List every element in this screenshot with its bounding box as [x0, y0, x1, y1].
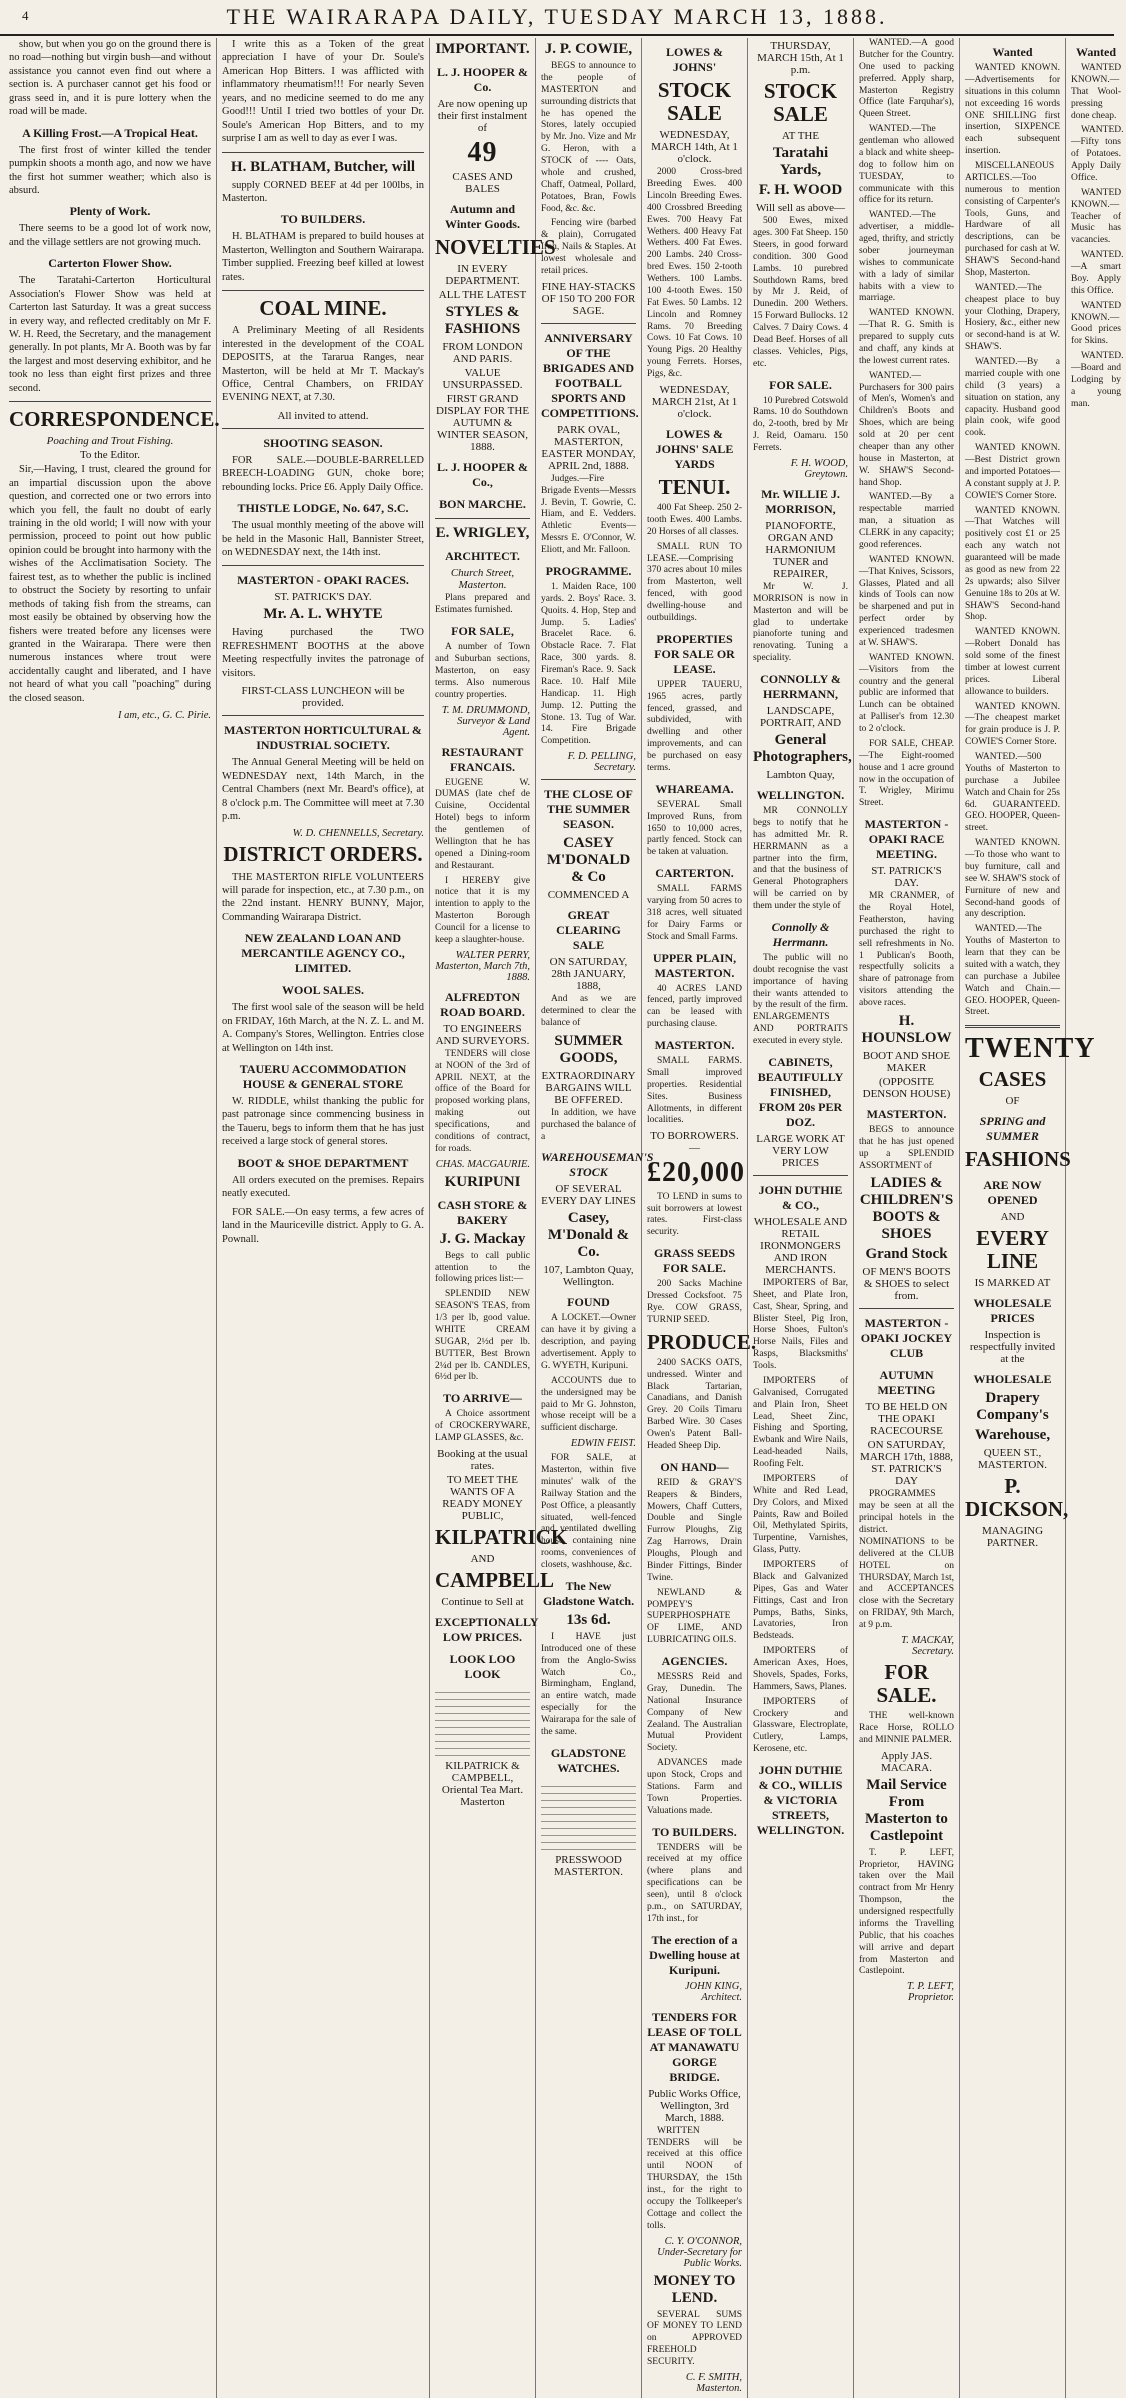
divider — [859, 1308, 954, 1309]
whareama-heading: WHAREAMA. — [655, 781, 734, 796]
macgaurie-signature: CHAS. MACGAURIE. — [435, 1158, 530, 1170]
summer-goods: SUMMER GOODS, — [554, 1032, 623, 1066]
agencies-text: MESSRS Reid and Gray, Dunedin. The National Insurance Company of New Zealand. The Australian Mutual Provident Society. — [647, 1672, 742, 1754]
for-sale-list: 10 Purebred Cotswold Rams. 10 do Southdown do, 2-tooth, bred by Mr J. Reid, Oamaru. 150 Ferrets. — [753, 395, 848, 454]
properties-heading: PROPERTIES FOR SALE OR LEASE. — [654, 631, 735, 676]
on-hand: ON HAND— — [660, 1459, 729, 1474]
importers-4: IMPORTERS of Black and Galvanized Pipes, Gas and Water Fittings, Cast and Iron Pumps, Baths, Sinks, Lavatories, Iron Bedsteads. — [753, 1560, 848, 1642]
bon-marche: BON MARCHE. — [439, 497, 526, 512]
taratahi-yards: Taratahi Yards, — [772, 145, 829, 179]
divider — [541, 323, 636, 324]
races-subheading: ST. PATRICK'S DAY. — [274, 591, 372, 604]
column-7 — [854, 38, 960, 2398]
wanted-4: WANTED KNOWN.—That R. G. Smith is prepared to supply cuts and chaff, any kinds at the lowest current rates. — [859, 308, 954, 366]
column-8 — [960, 38, 1096, 2398]
autumn-goods: Autumn and Winter Goods. — [445, 202, 520, 232]
hooper-firm: L. J. HOOPER & Co. — [436, 65, 528, 94]
great-clearing-sale: GREAT CLEARING SALE — [556, 908, 621, 953]
to-the-editor: To the Editor. — [79, 449, 141, 462]
value-unsurpassed: VALUE UNSURPASSED. — [442, 367, 523, 392]
lend-amount: £20,000 — [647, 1157, 745, 1189]
divider — [435, 518, 530, 519]
district-orders-text: THE MASTERTON RIFLE VOLUNTEERS will parade for inspection, etc., at 7.30 p.m., on the 22nd instant. HENRY BUNNY, Major, Commanding Wairarapa District. — [222, 871, 424, 923]
coal-mine-heading: COAL MINE. — [259, 296, 387, 321]
hounslow-text: BEGS to announce that he has just opened up a SPLENDID ASSORTMENT of — [859, 1124, 954, 1171]
divider — [222, 428, 424, 429]
edge-wanted-5: WANTED KNOWN.—Good prices for Skins. — [1071, 300, 1122, 347]
morrison-sub: PIANOFORTE, ORGAN AND HARMONIUM TUNER and REPAIRER, — [765, 519, 836, 580]
whyte-text: Having purchased the TWO REFRESHMENT BOOTHS at the above Meeting respectfully invites the patronage of visitors. — [222, 627, 424, 679]
builders-heading-2: TO BUILDERS. — [652, 1824, 737, 1839]
wanted-ad-1: WANTED KNOWN.—Advertisements for situations in this column not exceeding 16 words ONE SHILLING first insertion, SIXPENCE each subsequent insertion. — [965, 63, 1060, 157]
casey-mcdonald-2: Casey, M'Donald & Co. — [547, 1210, 630, 1261]
whareama-text: SEVERAL Small Improved Runs, from 1650 to 10,000 acres, partly fenced. Stock can be taken at valuation. — [647, 799, 742, 858]
wanted-heading: Wanted — [992, 45, 1033, 59]
alfredton-heading: ALFREDTON ROAD BOARD. — [440, 989, 525, 1019]
watch-price: 13s 6d. — [566, 1611, 611, 1628]
king-signature: JOHN KING, Architect. — [684, 1980, 742, 2003]
architect-title: ARCHITECT. — [445, 549, 520, 564]
shooting-text: FOR SALE.—DOUBLE-BARRELLED BREECH-LOADING GUN, choke bore; rebounding locks. Price £6. Apply Daily Office. — [222, 454, 424, 493]
accounts-text: ACCOUNTS due to the undersigned may be paid to Mr G. Johnston, whose receipt will be a sufficient discharge. — [541, 1375, 636, 1434]
wholesale: WHOLESALE — [973, 1372, 1052, 1387]
for-sale-heading-3: FOR SALE. — [876, 1659, 937, 1707]
wanted-3: WANTED.—The advertiser, a middle-aged, thrifty, and strictly sober journeyman wishes to communicate with a lady of similar habits with a view to marriage. — [859, 210, 954, 304]
races-heading: MASTERTON - OPAKI RACES. — [237, 573, 409, 588]
continue-text: Continue to Sell at — [441, 1596, 524, 1609]
importers-3: IMPORTERS of White and Red Lead, Dry Colors, and Mixed Paints, Raw and Boiled Oil, Methylated Spirits, Turpentine, Varnishes, Glass, Putty. — [753, 1473, 848, 1556]
drapery-company: Drapery Company's — [976, 1390, 1049, 1424]
jockey-club: MASTERTON - OPAKI JOCKEY CLUB — [860, 1316, 953, 1361]
blatham-text: supply CORNED BEEF at 4d per 100lbs, in Masterton. — [222, 179, 424, 204]
morrison-text: Mr W. J. MORRISON is now in Masterton and will be glad to undertake pianoforte tuning and renovating. Tuning a speciality. — [753, 581, 848, 664]
stock-sale-heading-2: STOCK SALE — [763, 79, 838, 127]
wanted-ad-3: WANTED.—The cheapest place to buy your Clothing, Drapery, Hosiery, &c., either new or second-hand is at W. SHAW'S. — [965, 282, 1060, 353]
carterton-heading: CARTERTON. — [655, 866, 734, 881]
toll-tenders: WRITTEN TENDERS will be received at this office until NOON of THURSDAY, the 15th inst., for the right to occupy the Tollkeeper's Cottage and collect the tolls. — [647, 2125, 742, 2231]
wanted-ad-6: WANTED KNOWN.—That Watches will positively cost £1 or 25 each any watch not guaranteed will be made as good as new from 22 2s upwards; also Silver Genuine 18s to 20s at W. SHAW'S Second-hand Shop. — [965, 505, 1060, 623]
mackay-name: J. G. Mackay — [439, 1230, 526, 1247]
kuripuni-heading: KURIPUNI — [444, 1173, 521, 1190]
for-sale-heading: FOR SALE, — [451, 624, 514, 639]
column-9 — [1066, 38, 1126, 2398]
ladies-boots: LADIES & CHILDREN'S BOOTS & SHOES — [859, 1175, 954, 1243]
horticultural-text: The Annual General Meeting will be held on WEDNESDAY next, 14th March, in the Central Chambers (next Mr. Beard's office), at 8 o'clock p.m. The Committee will meet at 7.30 p.m. — [222, 757, 424, 822]
importers-1: IMPORTERS of Bar, Sheet, and Plate Iron, Cast, Shear, Spring, and Blister Steel, Pig Iron, Horse Shoes, Fulton's Horse Nails, Files and Rasps, Blacksmiths' Tools. — [753, 1277, 848, 1372]
presswood: PRESSWOOD MASTERTON. — [553, 1853, 624, 1878]
connolly-more: The public will no doubt recognise the vast importance of having their wants attended to by the result of the firm. ENLARGEMENTS AND PORTRAITS executed in every style. — [753, 952, 848, 1047]
campbell: CAMPBELL — [435, 1568, 555, 1593]
carterton-text: SMALL FARMS varying from 50 acres to 318 acres, well situated for Dairy Farms or Stock and Small Farms. — [647, 884, 742, 942]
plenty-of-work-heading: Plenty of Work. — [69, 204, 151, 219]
luncheon: FIRST-CLASS LUNCHEON will be provided. — [241, 685, 405, 710]
purchased-text: In addition, we have purchased the balance of a — [541, 1107, 636, 1142]
anniversary-heading: ANNIVERSARY OF THE BRIGADES AND FOOTBALL SPORTS AND COMPETITIONS. — [541, 330, 639, 420]
flower-show-text: The Taratahi-Carterton Horticultural Association's Flower Show was held at Carterton last Saturday. It was a great success in every way, and reflected creditably on Mr F. W. H. Reed, the Secretary, and the management generally. In pot plants, Mr A. Booth was by far the largest and most deserving exhibitor, and he took no less than eight first prizes and three second. — [9, 275, 211, 394]
race-horse: THE well-known Race Horse, ROLLO and MINNIE PALMER. — [859, 1711, 954, 1745]
cowie-heading: J. P. COWIE, — [544, 41, 633, 57]
cabinets: CABINETS, BEAUTIFULLY FINISHED, FROM 20s PER DOZ. — [757, 1054, 844, 1129]
autumn-meeting: AUTUMN MEETING — [877, 1368, 936, 1398]
advances-text: ADVANCES made upon Stock, Crops and Stations. Farm and Town Properties. Valuations made. — [647, 1758, 742, 1816]
hay-stacks: FINE HAY-STACKS OF 150 TO 200 FOR SAGE. — [541, 280, 636, 317]
column-1 — [4, 38, 220, 2398]
found-text: A LOCKET.—Owner can have it by giving a description, and paying advertisement. Apply to G. WYETH, Kuripuni. — [541, 1313, 636, 1371]
kilpatrick: KILPATRICK — [435, 1524, 568, 1549]
bargains: EXTRAORDINARY BARGAINS WILL BE OFFERED. — [541, 1069, 636, 1106]
newland-pompey: NEWLAND & POMPEY'S SUPERPHOSPHATE OF LIME, AND LUBRICATING OILS. — [647, 1587, 742, 1646]
engineers-heading: TO ENGINEERS AND SURVEYORS. — [435, 1022, 530, 1047]
money-to-lend: MONEY TO LEND. — [653, 2272, 736, 2306]
taueru-heading: TAUERU ACCOMMODATION HOUSE & GENERAL STORE — [239, 1062, 407, 1091]
wrigley-address: Church Street, Masterton. — [450, 567, 515, 592]
will-sell: Will sell as above— — [755, 202, 846, 215]
grand-stock-sub: OF MEN'S BOOTS & SHOES to select from. — [862, 1266, 951, 1303]
correspondence-signoff: I am, etc., G. C. Pirie. — [117, 710, 211, 722]
reid-gray: REID & GRAY'S Reapers & Binders, Mowers, Chaff Cutters, Double and Single Furrow Ploughs, Zig Zag Harrows, Drain Ploughs, Plough and Binder Fittings, Binder Twine. — [647, 1477, 742, 1583]
toll-lease-heading: TENDERS FOR LEASE OF TOLL AT MANAWATU GORGE BRIDGE. — [647, 2009, 742, 2084]
gladstone-watches: GLADSTONE WATCHES. — [550, 1745, 627, 1775]
cases-text: CASES AND BALES — [452, 171, 513, 196]
novelties-sub: IN EVERY DEPARTMENT. — [445, 263, 520, 288]
to-arrive-text: A Choice assortment of CROCKERYWARE, LAMP GLASSES, &c. — [435, 1409, 530, 1444]
edge-wanted-6: WANTED.—Board and Lodging by a young man. — [1071, 351, 1124, 409]
hooper-firm-2: L. J. HOOPER & Co., — [436, 460, 528, 490]
casey-mcdonald: CASEY M'DONALD & Co — [546, 835, 631, 886]
killing-frost-text: The first frost of winter killed the tender pumpkin shoots a month ago, and now we have the first hot summer weather; which also is absurd. — [9, 144, 211, 196]
masthead — [0, 0, 1114, 36]
fine-print-block — [435, 1686, 530, 1756]
hounslow-place: MASTERTON. — [866, 1106, 947, 1121]
for-sale-bottom: FOR SALE.—On easy terms, a few acres of land in the Mauriceville district. Apply to G. A. Pownall. — [222, 1206, 424, 1245]
feist-signature: EDWIN FEIST. — [570, 1438, 636, 1450]
upper-plain-heading: UPPER PLAIN, MASTERTON. — [652, 950, 737, 980]
hop-bitters-testimonial: I write this as a Token of the great appreciation I have of your Dr. Soule's American Hop Bitters. I was afflicted with inflammatory rheumatism!!! For nearly Seven years, and no medicine seemed to do me any Good!!! Until I tried two bottles of your Dr. Soule's American Hop Bitters, and to my surprise I am as well to day as ever I was. — [222, 39, 424, 145]
cases-number: 49 — [467, 137, 498, 168]
wanted-7: WANTED KNOWN.—That Knives, Scissors, Glasses, Plated and all kinds of Tools can now be sharpened and put in perfect order by experienced tradesmen at W. SHAW'S. — [859, 554, 954, 648]
column-2 — [217, 38, 430, 2398]
grass-seeds-heading: GRASS SEEDS FOR SALE. — [653, 1246, 736, 1276]
tenui-yards: LOWES & JOHNS' SALE YARDS — [655, 426, 734, 471]
wanted-ad-5: WANTED KNOWN.—Best District grown and imported Potatoes—A constant supply at J. P. COWIE'S Corner Store. — [965, 443, 1060, 501]
builders-text: H. BLATHAM is prepared to build houses at Masterton, Wellington and Southern Wairarapa. Timber supplied. Freezing beef killed at lowest rates. — [222, 231, 424, 283]
importers-5: IMPORTERS of American Axes, Hoes, Shovels, Spades, Forks, Hammers, Saws, Planes. — [753, 1646, 848, 1692]
correspondence-heading: CORRESPONDENCE. — [9, 407, 220, 432]
st-patricks: ST. PATRICK'S DAY. — [871, 865, 942, 890]
fashions: FASHIONS — [965, 1146, 1071, 1171]
edge-wanted-heading: Wanted — [1075, 45, 1116, 59]
mackay-signature: T. MACKAY, Secretary. — [901, 1634, 954, 1657]
programmes-text: PROGRAMMES may be seen at all the principal hotels in the district. NOMINATIONS to be delivered at the CLUB HOTEL on THURSDAY, March 1st, and ACCEPTANCES close with the Secretary on FRIDAY, 9th March, at 9 p.m. — [859, 1489, 955, 1630]
agencies-heading: AGENCIES. — [661, 1654, 728, 1669]
masterton-text: SMALL FARMS. Small improved properties. Residential Sites. Business Allotments, in different localities. — [647, 1056, 742, 1126]
at-the: AT THE — [781, 130, 820, 143]
ready-money: TO MEET THE WANTS OF A READY MONEY PUBLIC, — [442, 1473, 523, 1522]
park-oval: PARK OVAL, MASTERTON, EASTER MONDAY, APRIL 2nd, 1888. — [541, 423, 636, 472]
produce-heading: PRODUCE. — [647, 1329, 757, 1354]
commenced: COMMENCED A — [547, 889, 630, 902]
wrigley-name: E. WRIGLEY, — [435, 525, 530, 542]
flower-show-heading: Carterton Flower Show. — [48, 256, 172, 271]
cowie-text: BEGS to announce to the people of MASTERTON and surrounding districts that he has opened the Stores, lately occupied by Mr. Jno. Vize and Mr G. Heron, with a STOCK of ---- Oats, whole and crushed, Chaff, Oatmeal, Pollard, Potatoes, Bran, Fowls Food, &c. &c. — [541, 61, 636, 214]
found-heading: FOUND — [567, 1295, 610, 1310]
mail-service: Mail Service From Masterton to Castlepoint — [865, 1776, 948, 1844]
money-text: SEVERAL SUMS OF MONEY TO LEND on APPROVED FREEHOLD SECURITY. — [647, 2309, 742, 2368]
stock-sale-heading: STOCK SALE — [657, 78, 732, 126]
to-arrive: TO ARRIVE— — [443, 1391, 522, 1406]
tenui-list: 400 Fat Sheep. 250 2-tooth Ewes. 400 Lambs. 20 Horses of all classes. — [647, 503, 742, 537]
grand-display: FIRST GRAND DISPLAY FOR THE AUTUMN & WINTER SEASON, 1888. — [435, 393, 530, 454]
wrigley-plans: Plans prepared and Estimates furnished. — [435, 593, 530, 616]
pelling-signature: F. D. PELLING, Secretary. — [567, 751, 636, 774]
look-look: LOOK LOO LOOK — [449, 1652, 516, 1682]
shooting-heading: SHOOTING SEASON. — [263, 435, 383, 450]
column-3 — [430, 38, 568, 2398]
mackay-text: Begs to call public attention to the following prices list:— — [435, 1250, 530, 1285]
for-sale-text: A number of Town and Suburban sections, Masterton, on easy terms. Also numerous country properties. — [435, 642, 530, 700]
large-work: LARGE WORK AT VERY LOW PRICES — [756, 1132, 845, 1169]
nz-loan-heading: NEW ZEALAND LOAN AND MERCANTILE AGENCY CO., LIMITED. — [241, 931, 405, 976]
tenui: TENUI. — [658, 474, 731, 499]
taueru-text: W. RIDDLE, whilst thanking the public for past patronage since commencing business in the Taueru, begs to inform them that he has just received a large stock of general stores. — [222, 1096, 424, 1148]
edge-wanted-4: WANTED.—A smart Boy. Apply this Office. — [1071, 250, 1124, 296]
edge-wanted-3: WANTED KNOWN.—Teacher of Music has vacancies. — [1071, 187, 1122, 246]
fine-print-block — [541, 1780, 636, 1850]
lend-text: TO LEND in sums to suit borrowers at lowest rates. First-class security. — [647, 1191, 742, 1238]
latest: ALL THE LATEST — [438, 289, 527, 302]
cranmer-text: MR CRANMER, of the Royal Hotel, Featherston, having purchased the right to sell refreshments in No. 1 Publican's Booth, respectfully solicits a share of patronage from visitors attending the above races. — [859, 891, 954, 1008]
public-works: Public Works Office, Wellington, 3rd March, 1888. — [648, 2087, 741, 2124]
connolly-heading: CONNOLLY & HERRMANN, — [760, 672, 841, 702]
hooper-opening: Are now opening up their first instalment of — [437, 98, 528, 134]
wool-sales-text: The first wool sale of the season will be held on FRIDAY, 16th March, at the N. Z. L. and M. A. Company's Stores, Wellington. Entries close at Wellington on 14th inst. — [222, 1002, 424, 1054]
coal-mine-text: A Preliminary Meeting of all Residents interested in the development of the COAL DEPOSITS, at the Tararua Ranges, near Masterton, will be held at Mr T. Mackay's Office, Central Chambers, on FRIDAY EVENING NEXT, at 7.30. — [222, 325, 424, 404]
perry-signature: WALTER PERRY, Masterton, March 7th, 1888. — [435, 949, 530, 983]
warehouse-stock: WAREHOUSEMAN'S STOCK — [541, 1150, 654, 1180]
cowie-prices: Fencing wire (barbed & plain), Corrugated Iron, Nails & Staples. At lowest wholesale and retail prices. — [541, 218, 636, 276]
judges-text: Judges.—Fire Brigade Events—Messrs J. Bevin, T. Gowrie, C. Hiam, and E. Vedders. Athletic Events—Messrs E. O'Connor, W. Eliott, and Mr. Falloon. — [541, 473, 636, 555]
builders-heading: TO BUILDERS. — [280, 212, 366, 227]
marked-at: IS MARKED AT — [974, 1277, 1051, 1290]
smith-signature: C. F. SMITH, Masterton. — [685, 2371, 742, 2394]
small-run: SMALL RUN TO LEASE.—Comprising 370 acres about 10 miles from Masterton, well fenced, with good dwelling-house and outbuildings. — [647, 541, 742, 623]
wanted-1: WANTED.—A good Butcher for the Country. One used to packing preferred. Apply sharp, Masterton Registry Office (late Farquhar's), Queen Street. — [859, 38, 954, 120]
warehouse: Warehouse, — [974, 1427, 1051, 1444]
horticultural-signature: W. D. CHENNELLS, Secretary. — [292, 828, 424, 840]
wanted-8: WANTED KNOWN.—Visitors from the country and the general public are informed that Lunch can be obtained at Palliser's from 12.30 to 2 o'clock. — [859, 652, 954, 734]
twenty: TWENTY — [965, 1033, 1096, 1065]
thistle-lodge-text: The usual monthly meeting of the above will be held in the Masonic Hall, Bannister Street, on WEDNESDAY next, the 14th inst. — [222, 520, 424, 559]
column-5 — [642, 38, 757, 2398]
programme-heading: PROGRAMME. — [545, 563, 632, 578]
programme-text: 1. Maiden Race, 100 yards. 2. Boys' Race. 3. Quoits. 4. Hop, Step and Jump. 5. Ladies' Bracelet Race. 6. Obstacle Race. 7. Flat Race, 300 yards. 8. Fireman's Race. 9. Sack Race. 10. Half Mile Handicap. 11. High Jump. 12. Putting the Stone. 13. Tug of War. 14. Fire Brigade Competition. — [541, 581, 636, 747]
wanted-9: FOR SALE, CHEAP.—The Eight-roomed house and 1 acre ground now in the occupation of T. Wrigley, Mirimu Street. — [859, 738, 954, 809]
cases: CASES — [978, 1066, 1047, 1091]
wanted-ad-2: MISCELLANEOUS ARTICLES.—Too numerous to mention consisting of Carpenter's Tools, Guns, and Hardware of all descriptions, can be purchased for cash at W. SHAW'S Second-hand Shop, Masterton. — [965, 161, 1060, 278]
inspection: Inspection is respectfully invited at the — [969, 1329, 1056, 1366]
lambton-quay: Lambton Quay, — [766, 769, 835, 782]
divider — [222, 152, 424, 153]
upper-taueru: UPPER TAUERU, 1965 acres, partly fenced, grassed, and subdivided, with dwelling and other improvements, and can be purchased on easy terms. — [647, 679, 742, 773]
for-sale-heading-2: FOR SALE. — [769, 377, 832, 392]
stock-sale-date-2: WEDNESDAY, MARCH 21st, At 1 o'clock. — [651, 383, 738, 420]
autumn-date: ON SATURDAY, MARCH 17th, 1888, ST. PATRICK'S DAY — [860, 1439, 953, 1488]
opposite: (OPPOSITE DENSON HOUSE) — [862, 1075, 951, 1100]
slaughter-notice: I HEREBY give notice that it is my intention to apply to the Masterton Borough Council for a license to keep a slaughter-house. — [435, 875, 530, 945]
of-text: OF — [1005, 1094, 1020, 1107]
grand-stock: Grand Stock — [865, 1246, 948, 1263]
sell-list: 500 Ewes, mixed ages. 300 Fat Sheep. 150 Steers, in good forward condition. 300 Good Lambs. 10 purebred Southdown Rams, bred by Mr J. Reid, of Dunedin. 200 Wethers. 15 Forward Bullocks. 12 Calves. 7 Dairy Cows. 4 Dead Beef. Horses of all classes. Vehicles, Pigs, etc. — [753, 216, 848, 369]
macara: Apply JAS. MACARA. — [880, 1749, 933, 1774]
low-prices: EXCEPTIONALLY LOW PRICES. — [435, 1615, 539, 1645]
race-meeting-heading: MASTERTON - OPAKI RACE MEETING. — [864, 817, 949, 862]
whyte-name: Mr. A. L. WHYTE — [263, 606, 383, 623]
divider — [9, 401, 211, 402]
correspondence-subheading: Poaching and Trout Fishing. — [46, 435, 174, 448]
dickson: P. DICKSON, — [965, 1474, 1069, 1522]
boot-dept-heading: BOOT & SHOE DEPARTMENT — [237, 1155, 409, 1170]
divider — [222, 715, 424, 716]
drummond-signature: T. M. DRUMMOND, Surveyor & Land Agent. — [441, 704, 530, 738]
morrison-heading: Mr. WILLIE J. MORRISON, — [761, 486, 840, 516]
wanted-ad-8: WANTED KNOWN.—The cheapest market for grain produce is J. P. COWIE'S Corner Store. — [965, 701, 1060, 748]
stock-list: 2000 Cross-bred Breeding Ewes. 400 Lincoln Breeding Ewes. 400 Crossbred Breeding Ewes. 700 Heavy Fat Wethers. 400 Heavy Fat Wethers. 400 Fat Ewes. 200 Lambs. 240 Cross-bred Ewes. 150 2-tooth Wethers. 100 Lambs. 100 4-tooth Ewes. 150 Fat Ewes. 50 Lambs. 12 Lincoln and Romney Rams. 70 Breeding Cows. 10 Fat Cows. 10 Young Pigs. 20 Healthy young Ferrets. Horses, Pigs, &c. — [647, 167, 742, 380]
correspondence-text: Sir,—Having, I trust, cleared the ground for an impartial discussion upon the above question, and corrected one or two errors into which you fell, the fault no doubt of early training in the old world; I will now with your permission, proceed to point out how public opinion could be brought into harmony with the wishes of the Acclimatisation Society. The fairest test, as to whether the public is inclined to obstruct the Society by resorting to unfair methods of taking fish from the streams, can most easily be obtained by observing how the fishers were treated before any licenses were granted in the Wairarapa. There were then numerous instances where trout were accidentally caught and liberated, and I have not heard of what you call "poaching" during the closed season. — [9, 464, 211, 704]
hounslow-name: H. HOUNSLOW — [861, 1012, 952, 1046]
edge-wanted-1: WANTED KNOWN.—That Wool-pressing done cheap. — [1071, 63, 1122, 121]
wood-signature: F. H. WOOD, Greytown. — [790, 457, 848, 480]
restaurant-text: EUGENE W. DUMAS (late chef de Cuisine, Occidental Hotel) begs to inform the gentlemen of Wellington that he has opened a Dining-room and Restaurant. — [435, 777, 530, 871]
landscape: LANDSCAPE, PORTRAIT, AND — [759, 705, 842, 730]
horticultural-heading: MASTERTON HORTICULTURAL & INDUSTRIAL SOCIETY. — [224, 723, 422, 753]
grass-seeds-text: 200 Sacks Machine Dressed Cocksfoot. 75 Rye. COW GRASS, TURNIP SEED. — [647, 1279, 742, 1325]
styles-fashions: STYLES & FASHIONS — [444, 304, 521, 338]
upper-plain-text: 40 ACRES LAND fenced, partly improved can be leased with purchasing clause. — [647, 983, 742, 1030]
restaurant-heading: RESTAURANT FRANCAIS. — [441, 744, 524, 774]
clear-text: And as we are determined to clear the balance of — [541, 994, 636, 1028]
stock-date: THURSDAY, MARCH 15th, At 1 p.m. — [757, 40, 844, 76]
duthie-heading: JOHN DUTHIE & CO., — [758, 1182, 843, 1212]
important-heading: IMPORTANT. — [435, 41, 530, 57]
column-6 — [748, 38, 854, 2398]
novelties: NOVELTIES — [435, 235, 556, 260]
importers-6: IMPORTERS of Crockery and Glassware, Electroplate, Cutlery, Lamps, Kerosene, etc. — [753, 1696, 848, 1755]
oconnor-signature: C. Y. O'CONNOR, Under-Secretary for Public Works. — [657, 2235, 742, 2269]
blatham-name: H. BLATHAM, Butcher, will — [230, 158, 416, 175]
column-4 — [536, 38, 654, 2398]
borrowers: TO BORROWERS.— — [650, 1130, 739, 1155]
and-text: AND — [470, 1553, 495, 1566]
produce-text: 2400 SACKS OATS, undressed. Winter and Black Tartarian, Canadians, and Danish Grey. 20 Coils Timaru Barbed Wire. 30 Cases Owen's Patent Ball-Headed Sheep Dip. — [647, 1357, 742, 1451]
stock-sale-date: WEDNESDAY, MARCH 14th, At 1 o'clock. — [651, 129, 738, 166]
from-london: FROM LONDON AND PARIS. — [442, 341, 523, 366]
wanted-ad-4: WANTED.—By a married couple with one child (3 years) a situation on station, any capacity. Husband good plain cook, wife good cook. — [965, 357, 1060, 439]
wanted-ad-9: WANTED.—500 Youths of Masterton to purchase a Jubilee Watch and Chain for 25s 6d. GUARANTEED. GEO. HOOPER, Queen-street. — [965, 752, 1060, 834]
spring-summer: SPRING and SUMMER — [979, 1113, 1046, 1143]
cash-store-heading: CASH STORE & BAKERY — [437, 1197, 528, 1227]
duthie-sub: WHOLESALE AND RETAIL IRONMONGERS AND IRON MERCHANTS. — [753, 1215, 848, 1276]
divider — [222, 565, 424, 566]
lowes-johns: LOWES & JOHNS' — [665, 45, 723, 74]
are-now-opened: ARE NOW OPENED — [983, 1177, 1042, 1207]
wanted-ad-7: WANTED KNOWN.—Robert Donald has sold some of the finest timber at lowest current prices. Liberal allowance to builders. — [965, 627, 1060, 697]
price-list: SPLENDID NEW SEASON'S TEAS, from 1/3 per lb, good value. WHITE CREAM SUGAR, 2½d per lb. BUTTER, Best Brown 2¼d per lb. CANDLES, 6½d per lb. — [435, 1289, 530, 1383]
wanted-ad-11: WANTED.—The Youths of Masterton to learn that they can be suited with a watch, they can purchase a Jubilee Watch and Chain.—GEO. HOOPER, Queen-Street. — [965, 924, 1060, 1018]
wholesale-prices: WHOLESALE PRICES — [973, 1296, 1052, 1326]
booking: Booking at the usual rates. — [437, 1447, 528, 1472]
tenders-text: TENDERS will be received at my office (where plans and specifications can be seen), until 8 o'clock p.m., on SATURDAY, 17th inst., for — [647, 1842, 742, 1924]
photographers: General Photographers, — [753, 732, 852, 766]
wanted-5: WANTED.—Purchasers for 300 pairs of Men's, Women's and Children's Boots and Shoes, which are being sold at 20 per cent cheaper than any other house in Masterton, at W. SHAW'S Second-hand Shop. — [859, 370, 954, 488]
columns — [4, 38, 1124, 2394]
dwelling-erection: The erection of a Dwelling house at Kuripuni. — [649, 1932, 740, 1977]
boot-dept-text: All orders executed on the premises. Repairs neatly executed. — [222, 1174, 424, 1200]
everyday-lines: OF SEVERAL EVERY DAY LINES — [541, 1183, 636, 1208]
divider — [965, 1025, 1060, 1028]
kc-bottom: KILPATRICK & CAMPBELL, Oriental Tea Mart. Masterton — [441, 1760, 524, 1809]
alfredton-tenders: TENDERS will close at NOON of the 3rd of APRIL NEXT, at the office of the Board for proposed working plans, making out specifications, and conditions of contract, for roads. — [435, 1048, 530, 1154]
divider — [222, 290, 424, 291]
coal-mine-invite: All invited to attend. — [277, 409, 369, 422]
every-line: EVERY LINE — [976, 1225, 1049, 1273]
district-orders-heading: DISTRICT ORDERS. — [223, 842, 423, 867]
connolly-style: Connolly & Herrmann. — [771, 919, 830, 949]
close-of-summer: THE CLOSE OF THE SUMMER SEASON. — [544, 787, 633, 832]
wood-name: F. H. WOOD — [758, 182, 843, 199]
wellington: WELLINGTON. — [756, 788, 845, 803]
sale-date: ON SATURDAY, 28th JANUARY, 1888, — [549, 956, 628, 993]
masterton-heading: MASTERTON. — [654, 1038, 735, 1053]
for-sale-house: FOR SALE, at Masterton, within five minutes' walk of the Railway Station and the Post Office, a pleasantly situated, well-fenced and ventilated dwelling house, containing nine rooms, conveniences of closets, washhouse, &c. — [541, 1453, 636, 1570]
divider — [753, 1175, 848, 1176]
left-signature: T. P. LEFT, Proprietor. — [907, 1981, 954, 2004]
article-intro: show, but when you go on the ground there is no road—nothing but virgin bush—and without assistance you cannot even find out where a section is. A purchaser cannot get his food or grass seed in, and it is pure lottery when the road will be made. — [9, 39, 211, 118]
importers-2: IMPORTERS of Galvanised, Corrugated and Plain Iron, Sheet Lead, Sheet Zinc, Fishing and Sporting, Ewbank and Wire Nails, Lead-headed Nails, Roofing Felt. — [753, 1375, 848, 1470]
wanted-6: WANTED.—By a respectable married man, a situation as CLERK in any capacity; good references. — [859, 492, 954, 550]
autumn-sub: TO BE HELD ON THE OPAKI RACECOURSE — [865, 1401, 948, 1438]
duthie-bottom: JOHN DUTHIE & CO., WILLIS & VICTORIA STREETS, WELLINGTON. — [756, 1763, 845, 1838]
wanted-ad-10: WANTED KNOWN.—To those who want to buy furniture, call and see W. SHAW'S stock of Furniture of new and Second-hand goods of any description. — [965, 838, 1060, 920]
divider — [541, 779, 636, 780]
newspaper-title: THE WAIRARAPA DAILY, TUESDAY MARCH 13, 1888. — [226, 4, 888, 29]
killing-frost-heading: A Killing Frost.—A Tropical Heat. — [22, 125, 198, 140]
and-text-2: AND — [1000, 1210, 1025, 1223]
page-number: 4 — [22, 8, 29, 23]
lambton-address: 107, Lambton Quay, Wellington. — [543, 1264, 634, 1289]
wool-sales-heading: WOOL SALES. — [281, 983, 365, 998]
managing-partner: MANAGING PARTNER. — [981, 1525, 1044, 1550]
watch-text: I HAVE just Introduced one of these from the Anglo-Swiss Watch Co., Birmingham, England, an entire watch, made especially for the Wairarapa for the sale of the same. — [541, 1631, 636, 1737]
edge-wanted-2: WANTED.—Fifty tons of Potatoes. Apply Daily Office. — [1071, 125, 1124, 183]
queen-st: QUEEN ST., MASTERTON. — [977, 1447, 1048, 1472]
plenty-of-work-text: There seems to be a good lot of work now, and the village settlers are not growing much. — [9, 223, 211, 248]
thistle-lodge-heading: THISTLE LODGE, No. 647, S.C. — [237, 501, 409, 516]
wanted-2: WANTED.—The gentleman who allowed a black and white sheep-dog to follow him on TUESDAY, to communicate with this office for its return. — [859, 124, 954, 206]
boot-maker: BOOT AND SHOE MAKER — [862, 1049, 951, 1074]
gladstone-watch-heading: The New Gladstone Watch. — [542, 1578, 635, 1608]
connolly-text: MR CONNOLLY begs to notify that he has admitted Mr. R. HERRMANN as a partner into the firm, and that the business of General Photographers will be carried on by them under the style of — [753, 806, 848, 912]
mail-text: T. P. LEFT, Proprietor, HAVING taken over the Mail contract from Mr Henry Thompson, the undersigned respectfully informs the Travelling Public, that his coaches will arrive and depart from Masterton and Castlepoint. — [859, 1847, 954, 1977]
